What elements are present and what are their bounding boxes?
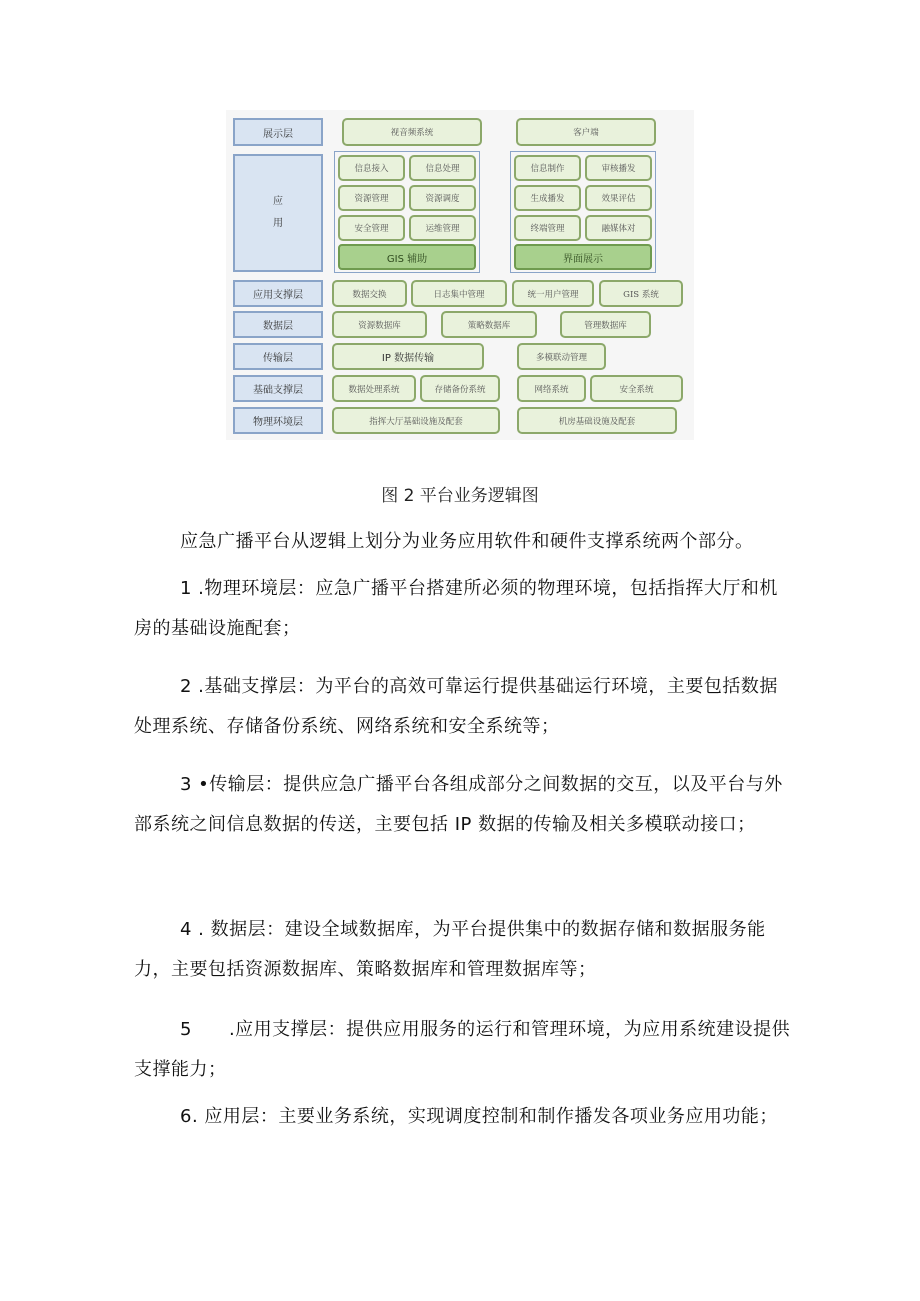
- module-client: 客户端: [516, 118, 656, 146]
- module-gis-assist: GIS 辅助: [338, 244, 476, 270]
- module-info-access: 信息接入: [338, 155, 405, 181]
- module-resource-dispatch: 资源调度: [409, 185, 476, 211]
- module-ui-display: 界面展示: [514, 244, 652, 270]
- paragraph-app-support: [134, 1010, 794, 1090]
- platform-logic-diagram: [226, 110, 694, 440]
- paragraph-transport-text: 3 •传输层：提供应急广播平台各组成部分之间数据的交互，以及平台与外部系统之间信息数据的传送，主要包括 IP 数据的传输及相关多模联动接口；: [134, 774, 783, 835]
- module-av-system: 视音频系统: [342, 118, 482, 146]
- paragraph-intro-text: 应急广播平台从逻辑上划分为业务应用软件和硬件支撑系统两个部分。: [180, 531, 754, 552]
- paragraph-base-support: [134, 667, 794, 747]
- module-mgmt-db: 管理数据库: [560, 311, 651, 338]
- module-log-center: 日志集中管理: [411, 280, 507, 307]
- figure-caption: 图 2 平台业务逻辑图: [381, 486, 539, 506]
- layer-application-char-2: 用: [273, 218, 283, 229]
- module-review-broadcast: 审核播发: [585, 155, 652, 181]
- module-effect-eval: 效果评估: [585, 185, 652, 211]
- module-generate-broadcast: 生成播发: [514, 185, 581, 211]
- module-resource-mgmt: 资源管理: [338, 185, 405, 211]
- module-ops-mgmt: 运维管理: [409, 215, 476, 241]
- layer-data: 数据层: [233, 311, 323, 338]
- module-multimode-link: 多模联动管理: [517, 343, 606, 370]
- paragraph-app-support-text: 5 .应用支撑层：提供应用服务的运行和管理环境，为应用系统建设提供支撑能力；: [134, 1019, 791, 1080]
- layer-application-char-1: 应: [273, 196, 283, 207]
- module-unified-user: 统一用户管理: [512, 280, 594, 307]
- module-data-exchange: 数据交换: [332, 280, 407, 307]
- layer-app-support: 应用支撑层: [233, 280, 323, 307]
- module-media-link: 融媒体对: [585, 215, 652, 241]
- module-terminal-mgmt: 终端管理: [514, 215, 581, 241]
- paragraph-intro: [134, 522, 794, 562]
- module-info-produce: 信息制作: [514, 155, 581, 181]
- layer-transport: 传输层: [233, 343, 323, 370]
- paragraph-transport: [134, 765, 794, 845]
- module-command-hall: 指挥大厅基础设施及配套: [332, 407, 500, 434]
- module-storage-backup-sys: 存储备份系统: [420, 375, 500, 402]
- module-security-mgmt: 安全管理: [338, 215, 405, 241]
- module-resource-db: 资源数据库: [332, 311, 427, 338]
- module-machine-room: 机房基础设施及配套: [517, 407, 677, 434]
- paragraph-data-layer-text: 4 . 数据层：建设全域数据库，为平台提供集中的数据存储和数据服务能力，主要包括资源数据库、策略数据库和管理数据库等；: [134, 919, 766, 980]
- module-ip-transport: IP 数据传输: [332, 343, 484, 370]
- paragraph-app-layer-text: 6. 应用层：主要业务系统，实现调度控制和制作播发各项业务应用功能；: [180, 1106, 778, 1127]
- layer-application: [233, 154, 323, 272]
- module-info-process: 信息处理: [409, 155, 476, 181]
- layer-physical-env: 物理环境层: [233, 407, 323, 434]
- paragraph-physical-env: [134, 569, 794, 649]
- layer-display: 展示层: [233, 118, 323, 146]
- module-data-process-sys: 数据处理系统: [332, 375, 416, 402]
- module-network-sys: 网络系统: [517, 375, 586, 402]
- layer-base-support: 基础支撑层: [233, 375, 323, 402]
- paragraph-base-support-text: 2 .基础支撑层：为平台的高效可靠运行提供基础运行环境，主要包括数据处理系统、存储备份系统、网络系统和安全系统等；: [134, 676, 778, 737]
- module-security-sys: 安全系统: [590, 375, 683, 402]
- module-gis-system: GIS 系统: [599, 280, 683, 307]
- paragraph-data-layer: [134, 910, 794, 990]
- module-policy-db: 策略数据库: [441, 311, 537, 338]
- paragraph-app-layer: [134, 1097, 794, 1137]
- paragraph-physical-env-text: 1 .物理环境层：应急广播平台搭建所必须的物理环境，包括指挥大厅和机房的基础设施配套；: [134, 578, 778, 639]
